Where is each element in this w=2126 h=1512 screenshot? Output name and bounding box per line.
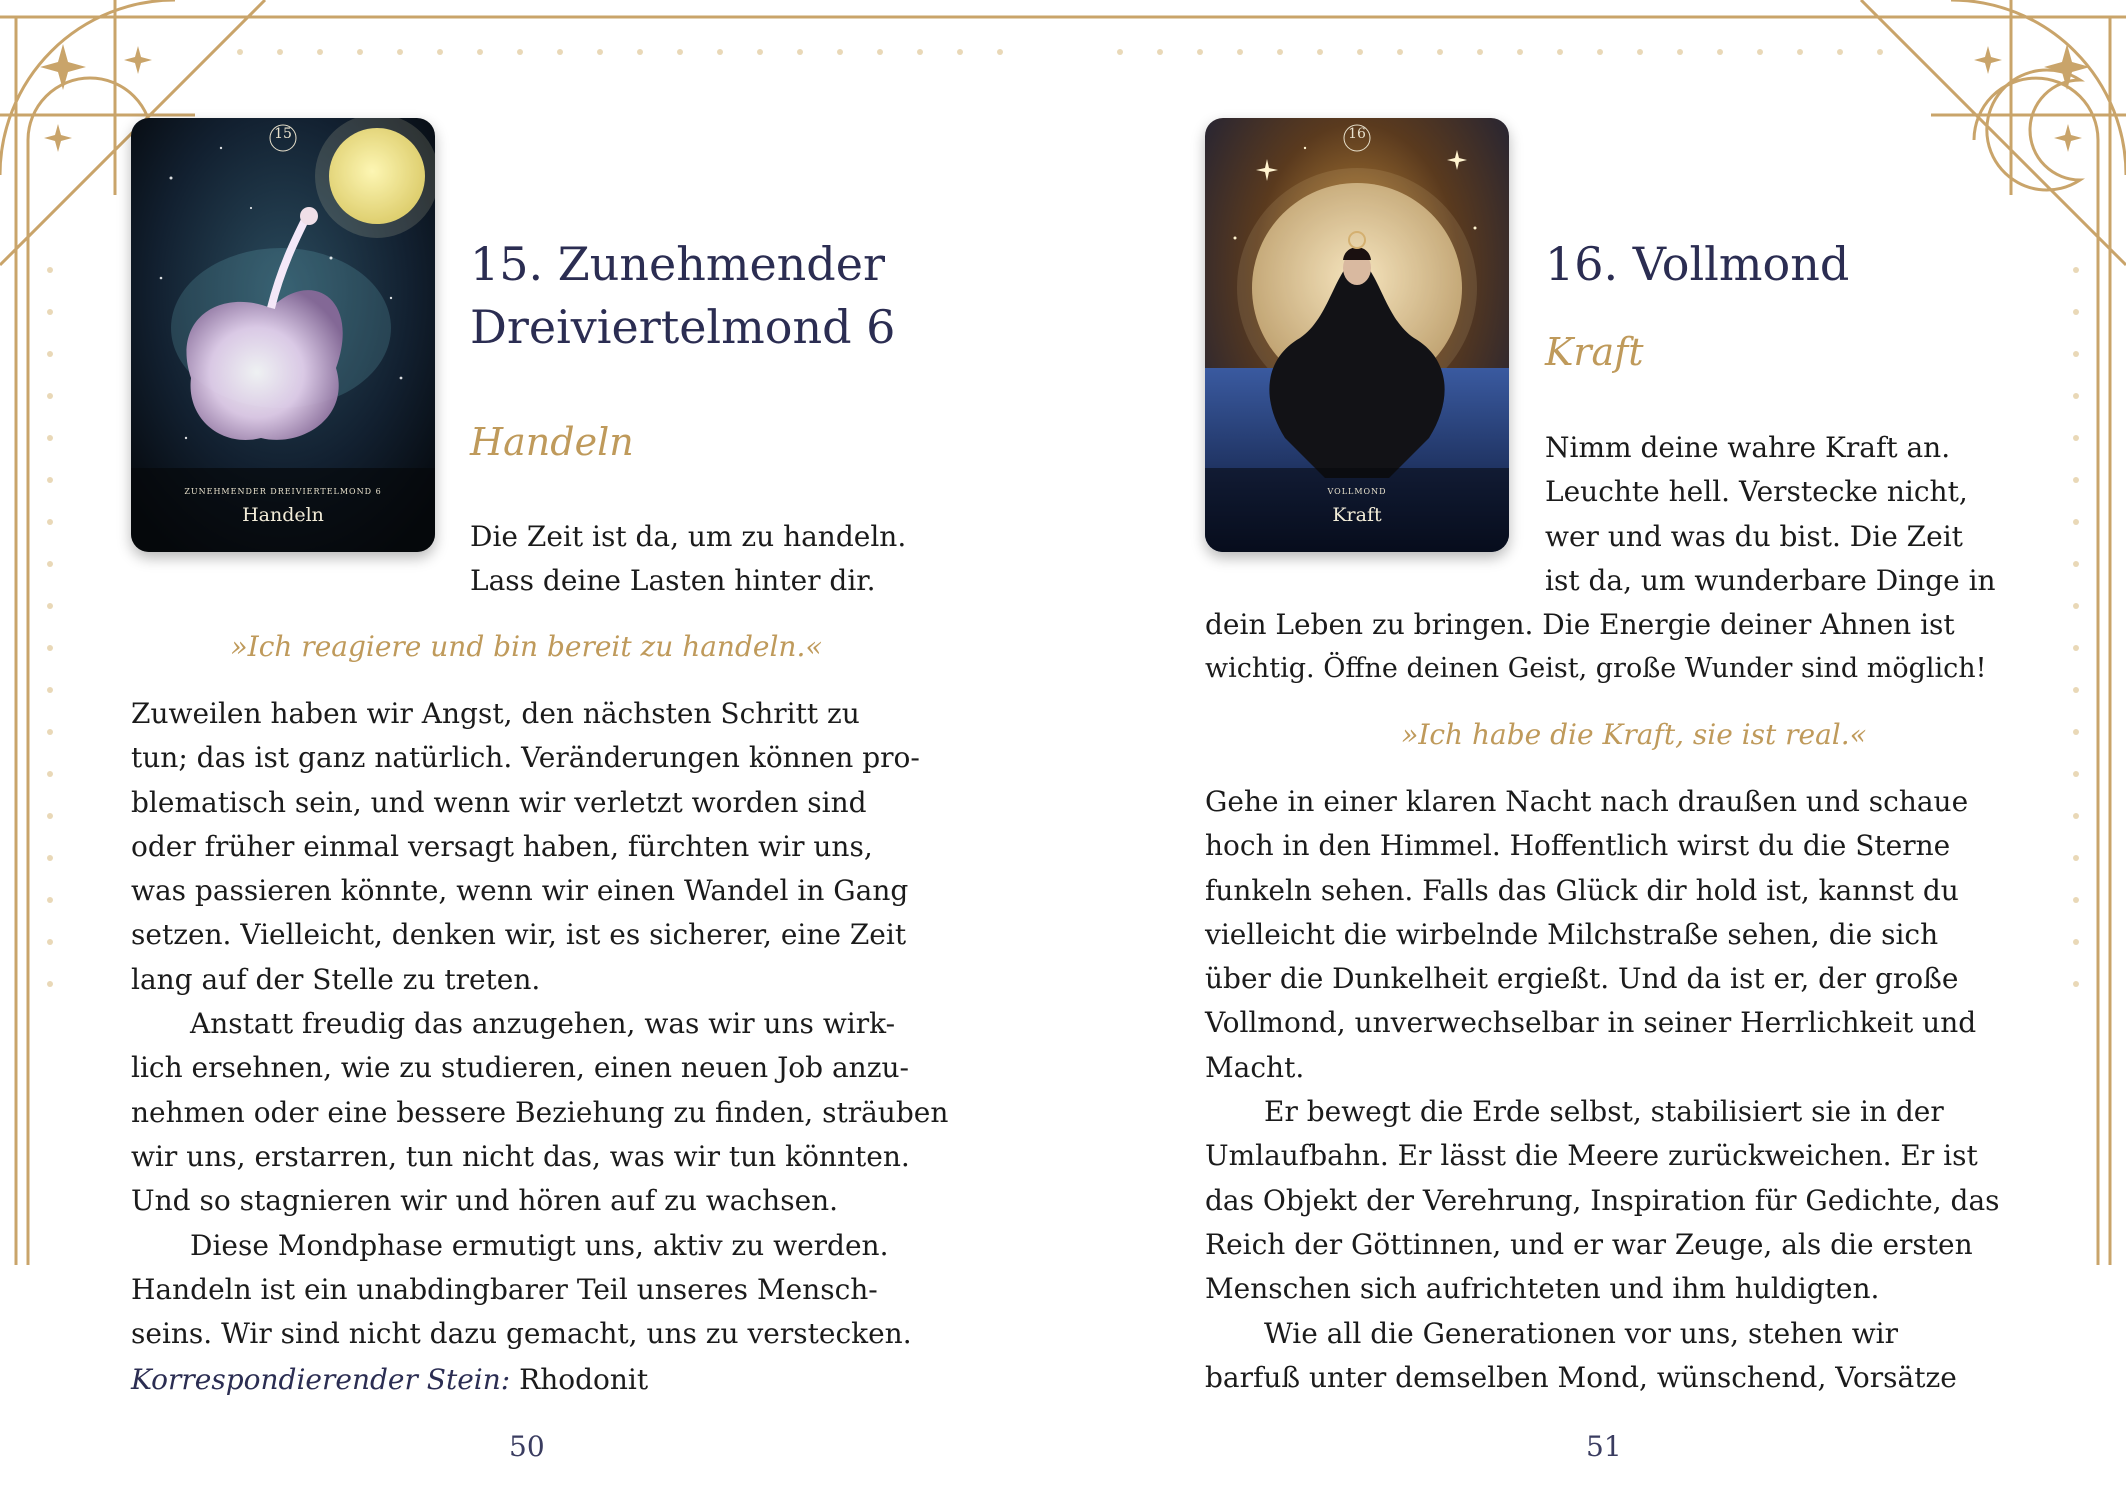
card-number: 16 <box>1348 126 1366 142</box>
body-text <box>1205 780 2000 1400</box>
affirmation: »Ich reagiere und bin bereit zu handeln.« <box>230 630 823 663</box>
stone-value: Rhodonit <box>519 1363 649 1396</box>
body-line: blematisch sein, und wenn wir verletzt worden sind <box>131 785 867 819</box>
body-line: wir uns, erstarren, tun nicht das, was wir tun könnten. <box>131 1139 910 1173</box>
body-line: über die Dunkelheit ergießt. Und da ist er, der große <box>1205 962 1959 996</box>
title-line-2: Dreiviertelmond 6 <box>470 300 896 354</box>
intro-text <box>470 515 906 604</box>
body-line: Anstatt freudig das anzugehen, was wir uns wirk- <box>190 1007 896 1041</box>
corresponding-stone <box>131 1363 648 1396</box>
body-line: lich ersehnen, wie zu studieren, einen neuen Job anzu- <box>131 1051 909 1085</box>
body-line: Zuweilen haben wir Angst, den nächsten Schritt zu <box>131 697 860 730</box>
card-name: Kraft <box>1332 504 1382 526</box>
title-line-1: 15. Zunehmender <box>470 237 885 291</box>
body-line: barfuß unter demselben Mond, wünschend, Vorsätze <box>1205 1360 1957 1394</box>
body-line: setzen. Vielleicht, denken wir, ist es sicherer, eine Zeit <box>131 918 907 952</box>
page-number: 50 <box>509 1430 545 1463</box>
intro-line: Nimm deine wahre Kraft an. <box>1545 431 1951 464</box>
card-subtitle: ZUNEHMENDER DREIVIERTELMOND 6 <box>184 487 382 496</box>
intro-text <box>1545 426 1996 603</box>
chapter-title: 16. Vollmond <box>1545 237 1850 291</box>
oracle-card-handeln <box>131 118 435 552</box>
card-keyword: Handeln <box>470 420 634 464</box>
body-text <box>131 692 948 1356</box>
intro-line: Lass deine Lasten hinter dir. <box>470 564 876 598</box>
body-line: Und so stagnieren wir und hören auf zu wachsen. <box>131 1184 839 1218</box>
body-line: Menschen sich aufrichteten und ihm huldigten. <box>1205 1272 1880 1306</box>
body-line: Vollmond, unverwechselbar in seiner Herrlichkeit und <box>1205 1006 1977 1040</box>
body-line: Gehe in einer klaren Nacht nach draußen und schaue <box>1205 785 1969 818</box>
card-keyword: Kraft <box>1545 330 1644 374</box>
card-name: Handeln <box>242 504 324 526</box>
card-subtitle: VOLLMOND <box>1327 487 1387 496</box>
body-line: Macht. <box>1205 1050 1305 1084</box>
body-line: lang auf der Stelle zu treten. <box>131 962 541 996</box>
chapter-title <box>470 233 895 359</box>
body-line: oder früher einmal versagt haben, fürchten wir uns, <box>131 829 873 863</box>
body-line: funkeln sehen. Falls das Glück dir hold ist, kannst du <box>1205 873 1959 907</box>
body-line: hoch in den Himmel. Hoffentlich wirst du die Sterne <box>1205 829 1951 863</box>
body-line: nehmen oder eine bessere Beziehung zu finden, sträuben <box>131 1095 949 1129</box>
intro-line: wer und was du bist. Die Zeit <box>1545 519 1963 553</box>
affirmation: »Ich habe die Kraft, sie ist real.« <box>1401 718 1867 751</box>
body-line: Diese Mondphase ermutigt uns, aktiv zu werden. <box>190 1228 889 1262</box>
card-number: 15 <box>274 126 292 142</box>
body-line: was passieren könnte, wenn wir einen Wandel in Gang <box>131 874 909 908</box>
intro-line: dein Leben zu bringen. Die Energie deiner Ahnen ist <box>1205 608 1955 641</box>
right-page <box>1063 0 2126 1512</box>
intro-line: Die Zeit ist da, um zu handeln. <box>470 520 907 553</box>
body-line: Er bewegt die Erde selbst, stabilisiert sie in der <box>1264 1095 1944 1129</box>
body-line: das Objekt der Verehrung, Inspiration für Gedichte, das <box>1205 1183 2000 1217</box>
body-line: Wie all die Generationen vor uns, stehen wir <box>1264 1316 1899 1350</box>
body-line: Umlaufbahn. Er lässt die Meere zurückweichen. Er ist <box>1205 1139 1978 1173</box>
intro-line: ist da, um wunderbare Dinge in <box>1545 563 1996 597</box>
body-line: Reich der Göttinnen, und er war Zeuge, als die ersten <box>1205 1227 1973 1261</box>
body-line: tun; das ist ganz natürlich. Veränderungen können pro- <box>131 741 920 775</box>
body-line: Handeln ist ein unabdingbarer Teil unseres Mensch- <box>131 1272 878 1306</box>
oracle-card-kraft <box>1205 118 1509 552</box>
intro-text-continued <box>1205 603 1987 692</box>
intro-line: Leuchte hell. Verstecke nicht, <box>1545 475 1968 509</box>
intro-line: wichtig. Öffne deinen Geist, große Wunder sind möglich! <box>1205 653 1987 685</box>
stone-label: Korrespondierender Stein: <box>131 1363 511 1396</box>
body-line: seins. Wir sind nicht dazu gemacht, uns zu verstecken. <box>131 1317 912 1351</box>
body-line: vielleicht die wirbelnde Milchstraße sehen, die sich <box>1205 917 1939 951</box>
page-number: 51 <box>1586 1430 1622 1463</box>
